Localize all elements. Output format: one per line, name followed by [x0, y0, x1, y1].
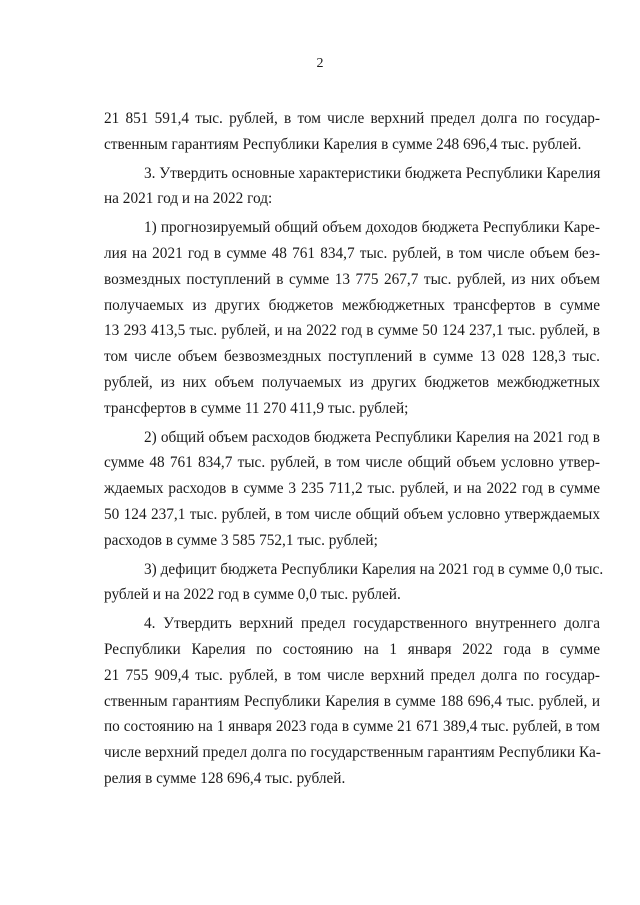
paragraph-line: 13 293 413,5 тыс. рублей, и на 2022 год в сумме 50 124 237,1 тыс. рублей, в: [104, 322, 600, 340]
paragraph-line: 1) прогнозируемый общий объем доходов бюджета Республики Каре-: [144, 219, 600, 237]
paragraph-line: числе верхний предел долга по государственным гарантиям Республики Ка-: [104, 744, 601, 762]
paragraph-line: рублей и на 2022 год в сумме 0,0 тыс. рублей.: [104, 586, 401, 604]
paragraph-line: 4. Утвердить верхний предел государственного внутреннего долга: [144, 615, 600, 633]
paragraph-line: 21 755 909,4 тыс. рублей, в том числе верхний предел долга по государ-: [104, 666, 600, 684]
paragraph-line: ждаемых расходов в сумме 3 235 711,2 тыс. рублей, и на 2022 год в сумме: [104, 480, 600, 498]
paragraph-line: 21 851 591,4 тыс. рублей, в том числе верхний предел долга по государ-: [104, 110, 600, 127]
paragraph-line: трансфертов в сумме 11 270 411,9 тыс. рублей;: [104, 399, 409, 417]
paragraph-line: 3. Утвердить основные характеристики бюджета Республики Карелия: [144, 164, 601, 182]
paragraph-p3: [104, 425, 600, 554]
paragraph-line: получаемых из других бюджетов межбюджетных трансфертов в сумме: [104, 296, 600, 314]
paragraph-p1: [104, 161, 600, 213]
paragraph-line: по состоянию на 1 января 2023 года в сумме 21 671 389,4 тыс. рублей, в том: [104, 718, 600, 736]
paragraph-line: сумме 48 761 834,7 тыс. рублей, в том числе общий объем условно утвер-: [104, 454, 600, 472]
paragraph-p2: [104, 215, 600, 421]
paragraph-p0: [104, 106, 600, 158]
paragraph-line: 50 124 237,1 тыс. рублей, в том числе общий объем условно утверждаемых: [104, 505, 600, 523]
paragraph-line: рублей, из них объем получаемых из других бюджетов межбюджетных: [104, 373, 600, 391]
paragraph-line: ственным гарантиям Республики Карелия в сумме 248 696,4 тыс. рублей.: [104, 135, 582, 153]
page-number: 2: [316, 56, 324, 71]
paragraph-line: ственным гарантиям Республики Карелия в сумме 188 696,4 тыс. рублей, и: [104, 692, 600, 710]
paragraph-p4: [104, 557, 604, 609]
paragraph-line: лия на 2021 год в сумме 48 761 834,7 тыс. рублей, в том числе объем без-: [104, 244, 600, 262]
paragraph-line: 2) общий объем расходов бюджета Республики Карелия на 2021 год в: [144, 428, 600, 446]
paragraph-line: возмездных поступлений в сумме 13 775 267,7 тыс. рублей, из них объем: [104, 270, 600, 288]
paragraph-line: Республики Карелия по состоянию на 1 января 2022 года в сумме: [104, 640, 600, 658]
paragraph-line: том числе объем безвозмездных поступлений в сумме 13 028 128,3 тыс.: [104, 348, 600, 366]
paragraph-line: на 2021 год и на 2022 год:: [104, 190, 273, 208]
document-body: [104, 106, 604, 792]
paragraph-line: расходов в сумме 3 585 752,1 тыс. рублей;: [104, 531, 378, 549]
paragraph-line: релия в сумме 128 696,4 тыс. рублей.: [104, 769, 346, 787]
paragraph-p5: [104, 611, 600, 792]
paragraph-line: 3) дефицит бюджета Республики Карелия на 2021 год в сумме 0,0 тыс.: [144, 560, 604, 578]
